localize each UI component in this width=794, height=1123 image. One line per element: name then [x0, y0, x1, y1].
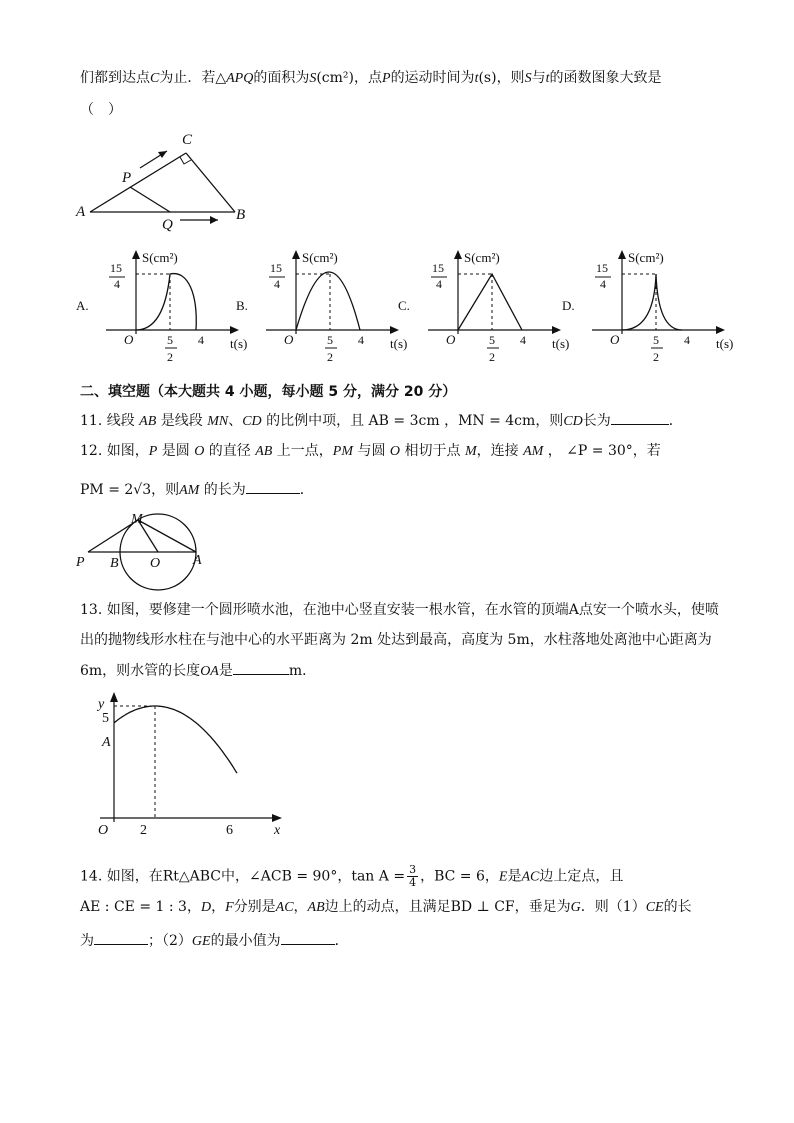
q12-answer-blank[interactable]	[246, 479, 300, 494]
option-2-ytick-num: 15	[432, 261, 444, 275]
option-1-xlabel: t(s)	[390, 336, 408, 351]
fig-label-p: P	[122, 170, 132, 186]
option-2-xtick-den: 2	[489, 350, 495, 364]
option-3-ytick-den: 4	[600, 277, 606, 291]
q10-answer-paren: （ ）	[80, 102, 122, 118]
q13-line1: 13. 如图，要修建一个圆形喷水池，在池中心竖直安装一根水管，在水管的顶端A点安一个喷水头，使喷	[80, 602, 719, 618]
q14-answer-blank-2[interactable]	[281, 930, 335, 945]
option-3-ytick-num: 15	[596, 261, 608, 275]
fig-label-c: C	[182, 132, 193, 148]
fig13-label-6: 6	[226, 823, 233, 838]
q14-tan-fraction: $\frac{3}{4}$	[409, 863, 417, 889]
fig-label-q: Q	[162, 217, 173, 233]
option-0-ylabel: S(cm²)	[142, 250, 178, 265]
q14-line3: 为 ；（2）GE的最小值为 ．	[80, 930, 349, 952]
option-3-xtick-num: 5	[653, 333, 659, 347]
option-0-ytick-num: 15	[110, 261, 122, 275]
option-2-xlabel: t(s)	[552, 336, 570, 351]
fig12-label-p: P	[76, 555, 85, 570]
option-2-xtick-num: 5	[489, 333, 495, 347]
q12-line1: 12. 如图，P 是圆 O 的直径 AB 上一点，PM 与圆 O 相切于点 M，连接 AM ， ∠P = 30°，若	[80, 443, 661, 459]
option-letter-2: C.	[398, 298, 410, 313]
q14-line2: AE : CE = 1 : 3，D，F分别是AC，AB边上的动点，且满足BD ⊥ CF，垂足为G．则（1）CE的长	[80, 899, 692, 915]
fig12-label-a: A	[193, 553, 202, 568]
option-graph-1	[252, 244, 408, 374]
q10-line1: 们都到达点C为止．若△APQ的面积为S(cm²)，点P的运动时间为t(s)，则S与t的函数图象大致是	[80, 70, 662, 86]
option-0-xtick-num: 5	[167, 333, 173, 347]
option-3-xlabel: t(s)	[716, 336, 734, 351]
q14-line1: 14. 如图，在Rt△ABC中，∠ACB = 90°，tan A = $\frac{3}{4}$ ，BC = 6，E是AC边上定点，且	[80, 863, 624, 889]
option-1-ytick-num: 15	[270, 261, 282, 275]
q14-answer-blank-1[interactable]	[94, 930, 148, 945]
option-1-xtick-num: 5	[327, 333, 333, 347]
option-2-origin: O	[446, 332, 456, 347]
option-2-ytick-den: 4	[436, 277, 442, 291]
option-1-xend: 4	[358, 333, 364, 347]
fig12-label-o: O	[150, 556, 161, 571]
q12-line2: PM = 2√3，则AM 的长为 ．	[80, 479, 314, 501]
option-graph-3	[578, 244, 734, 374]
fig-label-b: B	[236, 207, 246, 223]
option-3-xend: 4	[684, 333, 690, 347]
option-1-ytick-den: 4	[274, 277, 280, 291]
option-graph-0	[92, 244, 248, 374]
option-0-xlabel: t(s)	[230, 336, 248, 351]
q13-parabola-figure	[90, 690, 290, 840]
fig12-label-m: M	[131, 512, 143, 527]
q13-answer-blank[interactable]	[233, 660, 289, 675]
option-0-ytick-den: 4	[114, 277, 120, 291]
option-graph-2	[414, 244, 570, 374]
option-1-xtick-den: 2	[327, 350, 333, 364]
option-0-origin: O	[124, 332, 134, 347]
q11-answer-blank[interactable]	[611, 410, 669, 425]
option-3-origin: O	[610, 332, 620, 347]
fig12-label-b: B	[110, 556, 119, 571]
option-letter-0: A.	[76, 298, 89, 313]
fig13-label-o: O	[98, 823, 109, 838]
option-letter-1: B.	[236, 298, 248, 313]
section-2-title: 二、填空题（本大题共 4 小题，每小题 5 分，满分 20 分）	[80, 384, 457, 400]
fig13-label-y: y	[98, 697, 105, 712]
option-2-ylabel: S(cm²)	[464, 250, 500, 265]
option-letter-3: D.	[562, 298, 575, 313]
fig13-label-5: 5	[102, 711, 109, 726]
q13-line3: 6m，则水管的长度OA是 m．	[80, 660, 316, 682]
fig13-label-x: x	[274, 823, 281, 838]
q13-line2: 出的抛物线形水柱在与池中心的水平距离为 2m 处达到最高，高度为 5m，水柱落地处离池中心距离为	[80, 632, 712, 648]
q12-circle-figure	[72, 508, 212, 588]
fig13-label-2: 2	[140, 823, 147, 838]
option-1-origin: O	[284, 332, 294, 347]
option-0-xend: 4	[198, 333, 204, 347]
fig13-label-a: A	[102, 735, 111, 750]
q10-triangle-figure	[70, 126, 260, 236]
option-2-xend: 4	[520, 333, 526, 347]
q11-line: 11. 线段 AB 是线段 MN、CD 的比例中项，且 AB = 3cm ，MN = 4cm，则CD长为 ．	[80, 410, 683, 432]
option-3-xtick-den: 2	[653, 350, 659, 364]
option-1-ylabel: S(cm²)	[302, 250, 338, 265]
option-0-xtick-den: 2	[167, 350, 173, 364]
fig-label-a: A	[76, 204, 86, 220]
option-3-ylabel: S(cm²)	[628, 250, 664, 265]
